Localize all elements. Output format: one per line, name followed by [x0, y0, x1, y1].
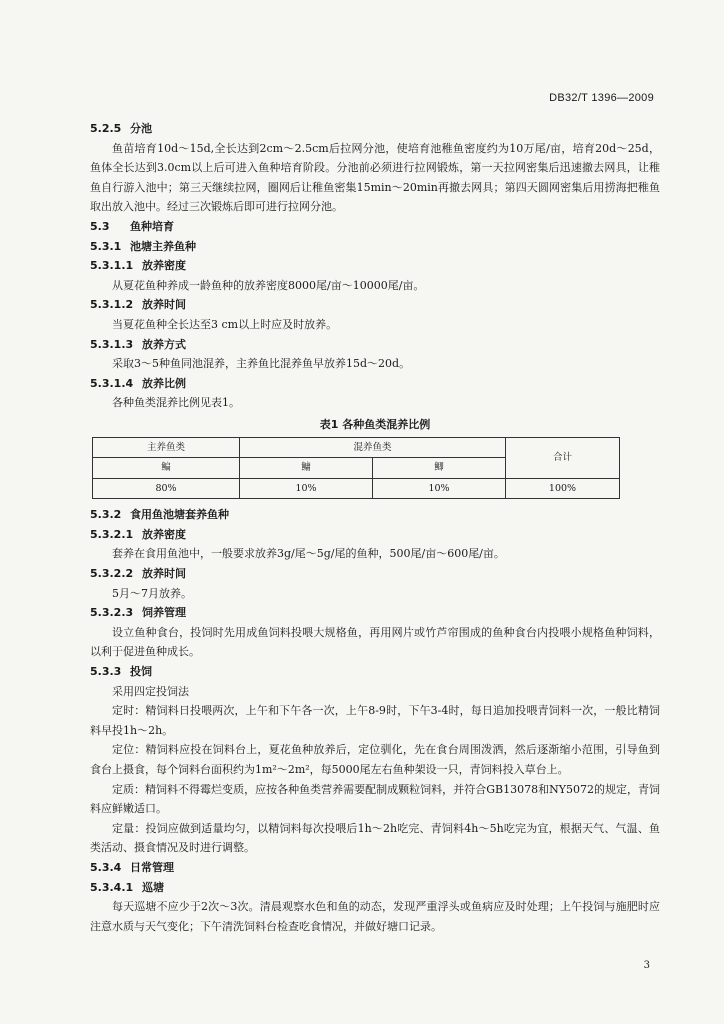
- section-number: 5.3.4: [90, 860, 122, 874]
- section-number: 5.3.2.2: [90, 567, 134, 581]
- section-number: 5.3: [90, 219, 110, 233]
- section-heading: [90, 662, 660, 682]
- section-title: 巡塘: [142, 880, 164, 894]
- section-title: 放养比例: [142, 376, 186, 390]
- paragraph: 定量：投饲应做到适量均匀，以精饲料每次投喂后1h～2h吃完、青饲料4h～5h吃完为宜，根据天气、气温、鱼类活动、摄食情况及时进行调整。: [90, 821, 660, 855]
- standard-code: DB32/T 1396—2009: [549, 92, 654, 104]
- section-number: 5.3.1.4: [90, 376, 134, 390]
- section-heading: [90, 858, 660, 878]
- value-cell: 80%: [93, 478, 240, 499]
- paragraph: 鱼苗培育10d～15d,全长达到2cm～2.5cm后拉网分池，使培育池稚鱼密度约为10万尾/亩，培育20d～25d，鱼体全长达到3.0cm以上后可进入鱼种培育阶段。分池前必须进行拉网锻炼，第一天拉网密集后迅速撤去网具，让稚鱼自行游入池中；第三天继续拉网，圈网后让稚鱼密集15min～20min再撤去网具；第四天圆网密集后用捞海把稚鱼取出放入池中。经过三次锻炼后即可进行拉网分池。: [90, 141, 660, 214]
- paragraph: 套养在食用鱼池中，一般要求放养3g/尾～5g/尾的鱼种，500尾/亩～600尾/亩。: [112, 547, 505, 561]
- section-title: 放养密度: [142, 527, 186, 541]
- value-cell: 100%: [506, 478, 620, 499]
- paragraph: 从夏花鱼种养成一龄鱼种的放养密度8000尾/亩～10000尾/亩。: [112, 278, 425, 292]
- section-heading: [90, 564, 660, 584]
- section-heading: [90, 295, 660, 315]
- section-title: 投饲: [130, 665, 152, 679]
- paragraph: 定时：精饲料日投喂两次，上午和下午各一次，上午8-9时，下午3-4时，每日追加投喂青饲料一次，一般比精饲料早投1h～2h。: [90, 704, 660, 737]
- section-heading: [90, 374, 660, 394]
- section-title: 食用鱼池塘套养鱼种: [130, 508, 229, 522]
- section-heading: [90, 878, 660, 898]
- section-title: 池塘主养鱼种: [130, 239, 196, 253]
- value-cell: 10%: [373, 478, 506, 499]
- paragraph: 采用四定投饲法: [112, 684, 189, 698]
- header-main-species: 主养鱼类: [93, 437, 240, 458]
- section-title: 放养密度: [142, 259, 186, 273]
- section-heading: [90, 256, 660, 276]
- section-heading: [90, 603, 660, 623]
- paragraph: 定位：精饲料应投在饲料台上，夏花鱼种放养后，定位驯化，先在食台周围泼洒，然后逐渐缩小范围，引导鱼到食台上摄食，每个饲料台面积约为1m²～2m²，每5000尾左右鱼种架设一只，青饲料投入草台上。: [90, 743, 660, 776]
- section-number: 5.3.2.3: [90, 606, 134, 620]
- section-number: 5.3.3: [90, 665, 122, 679]
- paragraph: 采取3～5种鱼同池混养，主养鱼比混养鱼早放养15d～20d。: [112, 357, 411, 371]
- section-title: 鱼种培育: [130, 219, 174, 233]
- header-mixed-species: 混养鱼类: [240, 437, 506, 458]
- species-cell: 鳙: [240, 458, 373, 479]
- section-number: 5.3.1.2: [90, 298, 134, 312]
- document-body: [90, 119, 660, 936]
- section-number: 5.2.5: [90, 122, 122, 135]
- mix-ratio-table: [92, 437, 620, 500]
- species-cell: 鲫: [373, 458, 506, 479]
- paragraph: 当夏花鱼种全长达至3 cm以上时应及时放养。: [112, 317, 338, 331]
- section-number: 5.3.2: [90, 508, 122, 522]
- paragraph: 定质：精饲料不得霉烂变质，应按各种鱼类营养需要配制成颗粒饲料，并符合GB13078和NY5072的规定，青饲料应鲜嫩适口。: [90, 782, 660, 816]
- section-title: 分池: [130, 122, 152, 135]
- table-1: [90, 415, 660, 499]
- table-caption: 表1 各种鱼类混养比例: [319, 417, 431, 431]
- header-total: 合计: [506, 437, 620, 478]
- paragraph: 各种鱼类混养比例见表1。: [112, 396, 240, 410]
- section-heading: [90, 119, 660, 139]
- section-title: 日常管理: [130, 860, 174, 874]
- value-cell: 10%: [240, 478, 373, 499]
- section-heading: [90, 237, 660, 257]
- section-number: 5.3.4.1: [90, 880, 134, 894]
- section-title: 饲养管理: [142, 606, 186, 620]
- section-number: 5.3.1.3: [90, 337, 134, 351]
- section-heading: [90, 525, 660, 545]
- section-number: 5.3.2.1: [90, 527, 134, 541]
- section-heading: [90, 335, 660, 355]
- section-number: 5.3.1: [90, 239, 122, 253]
- section-title: 放养方式: [142, 337, 186, 351]
- section-heading: [90, 217, 660, 237]
- section-title: 放养时间: [142, 298, 186, 312]
- paragraph: 5月～7月放养。: [112, 586, 192, 600]
- paragraph: 每天巡塘不应少于2次～3次。清晨观察水色和鱼的动态，发现严重浮头或鱼病应及时处理；上午投饲与施肥时应注意水质与天气变化；下午清洗饲料台检查吃食情况，并做好塘口记录。: [90, 900, 660, 933]
- section-title: 放养时间: [142, 567, 186, 581]
- paragraph: 设立鱼种食台，投饲时先用成鱼饲料投喂大规格鱼，再用网片或竹芦帘围成的鱼种食台内投喂小规格鱼种饲料，以利于促进鱼种成长。: [90, 625, 660, 659]
- section-number: 5.3.1.1: [90, 259, 134, 273]
- section-heading: [90, 505, 660, 525]
- page-number: 3: [643, 960, 650, 971]
- species-cell: 鳊: [93, 458, 240, 479]
